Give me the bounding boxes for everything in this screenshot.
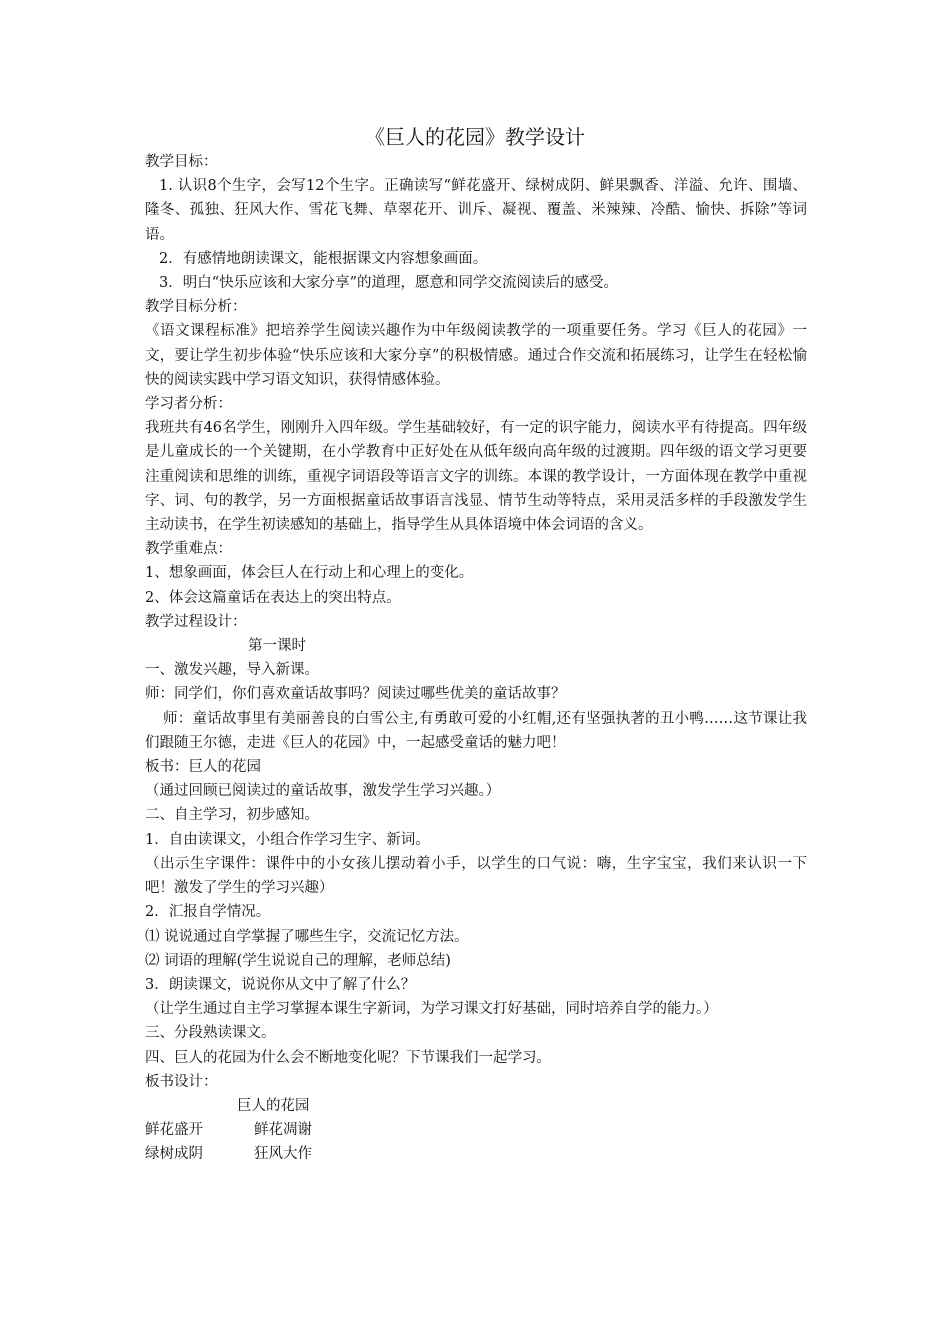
key-points-heading: 教学重难点：	[145, 541, 232, 558]
process-line: 三、分段熟读课文。	[145, 1025, 276, 1042]
process-line: 1．自由读课文，小组合作学习生字、新词。	[145, 831, 430, 848]
process-line: （通过回顾已阅读过的童话故事，激发学生学习兴趣。）	[145, 783, 501, 800]
document-body	[145, 150, 807, 1167]
process-line: 一、激发兴趣，导入新课。	[145, 662, 319, 679]
process-line: ⑴ 说说通过自学掌握了哪些生字，交流记忆方法。	[145, 928, 469, 945]
board-cell: 鲜花盛开	[145, 1122, 203, 1139]
process-line: （出示生字课件：课件中的小女孩儿摆动着小手，以学生的口气说：嗨，生字宝宝，我们来认识一下吧！激发了学生的学习兴趣）	[145, 855, 807, 897]
board-row	[145, 1118, 807, 1142]
goal-analysis-text: 《语文课程标准》把培养学生阅读兴趣作为中年级阅读教学的一项重要任务。学习《巨人的花园》一文，要让学生初步体验“快乐应该和大家分享”的积极情感。通过合作交流和拓展练习，让学生在轻松愉快的阅读实践中学习语文知识，获得情感体验。	[145, 323, 807, 388]
goal-item: 2．有感情地朗读课文，能根据课文内容想象画面。	[159, 250, 488, 267]
learner-analysis-heading: 学习者分析：	[145, 396, 232, 413]
goal-item: 1. 认识8个生字，会写12个生字。正确读写“鲜花盛开、绿树成阴、鲜果飘香、洋溢、允许、围墙、隆冬、孤独、狂风大作、雪花飞舞、草翠花开、训斥、凝视、覆盖、米辣辣、冷酷、愉快、拆除”等词语。	[145, 178, 807, 243]
process-line: 师：童话故事里有美丽善良的白雪公主,有勇敢可爱的小红帽,还有坚强执著的丑小鸭……这节课让我们跟随王尔德，走进《巨人的花园》中，一起感受童话的魅力吧！	[145, 710, 807, 751]
document-title: 《巨人的花园》教学设计	[365, 125, 585, 149]
goal-item: 3．明白“快乐应该和大家分享”的道理，愿意和同学交流阅读后的感受。	[159, 275, 619, 292]
key-point-item: 2、体会这篇童话在表达上的突出特点。	[145, 589, 401, 606]
lesson-label: 第一课时	[248, 638, 306, 655]
process-line: 2．汇报自学情况。	[145, 904, 271, 921]
process-line: （让学生通过自主学习掌握本课生字新词，为学习课文打好基础，同时培养自学的能力。）	[145, 1001, 718, 1018]
board-heading: 板书设计：	[145, 1073, 218, 1090]
process-line: 3．朗读课文，说说你从文中了解了什么？	[145, 976, 416, 993]
goals-heading: 教学目标：	[145, 154, 218, 170]
process-line: 四、巨人的花园为什么会不断地变化呢？下节课我们一起学习。	[145, 1049, 551, 1066]
board-title: 巨人的花园	[237, 1097, 310, 1114]
key-point-item: 1、想象画面，体会巨人在行动上和心理上的变化。	[145, 565, 474, 582]
board-row	[145, 1142, 807, 1166]
process-heading: 教学过程设计：	[145, 613, 247, 630]
board-cell: 绿树成阴	[145, 1146, 203, 1163]
board-cell: 鲜花凋谢	[254, 1122, 312, 1139]
process-line: 二、自主学习，初步感知。	[145, 807, 319, 824]
process-line: 师：同学们，你们喜欢童话故事吗？阅读过哪些优美的童话故事？	[145, 686, 566, 703]
process-line: ⑵ 词语的理解(学生说说自己的理解，老师总结)	[145, 952, 451, 969]
goal-analysis-heading: 教学目标分析：	[145, 299, 247, 316]
board-cell: 狂风大作	[254, 1146, 312, 1163]
process-line: 板书：巨人的花园	[145, 759, 261, 776]
learner-analysis-text: 我班共有46名学生，刚刚升入四年级。学生基础较好，有一定的识字能力，阅读水平有待提高。四年级是儿童成长的一个关键期，在小学教育中正好处在从低年级向高年级的过渡期。四年级的语文学习更要注重阅读和思维的训练，重视字词语段等语言文字的训练。本课的教学设计，一方面体现在教学中重视字、词、句的教学，另一方面根据童话故事语言浅显、情节生动等特点，采用灵活多样的手段激发学生主动读书，在学生初读感知的基础上，指导学生从具体语境中体会词语的含义。	[145, 420, 807, 534]
